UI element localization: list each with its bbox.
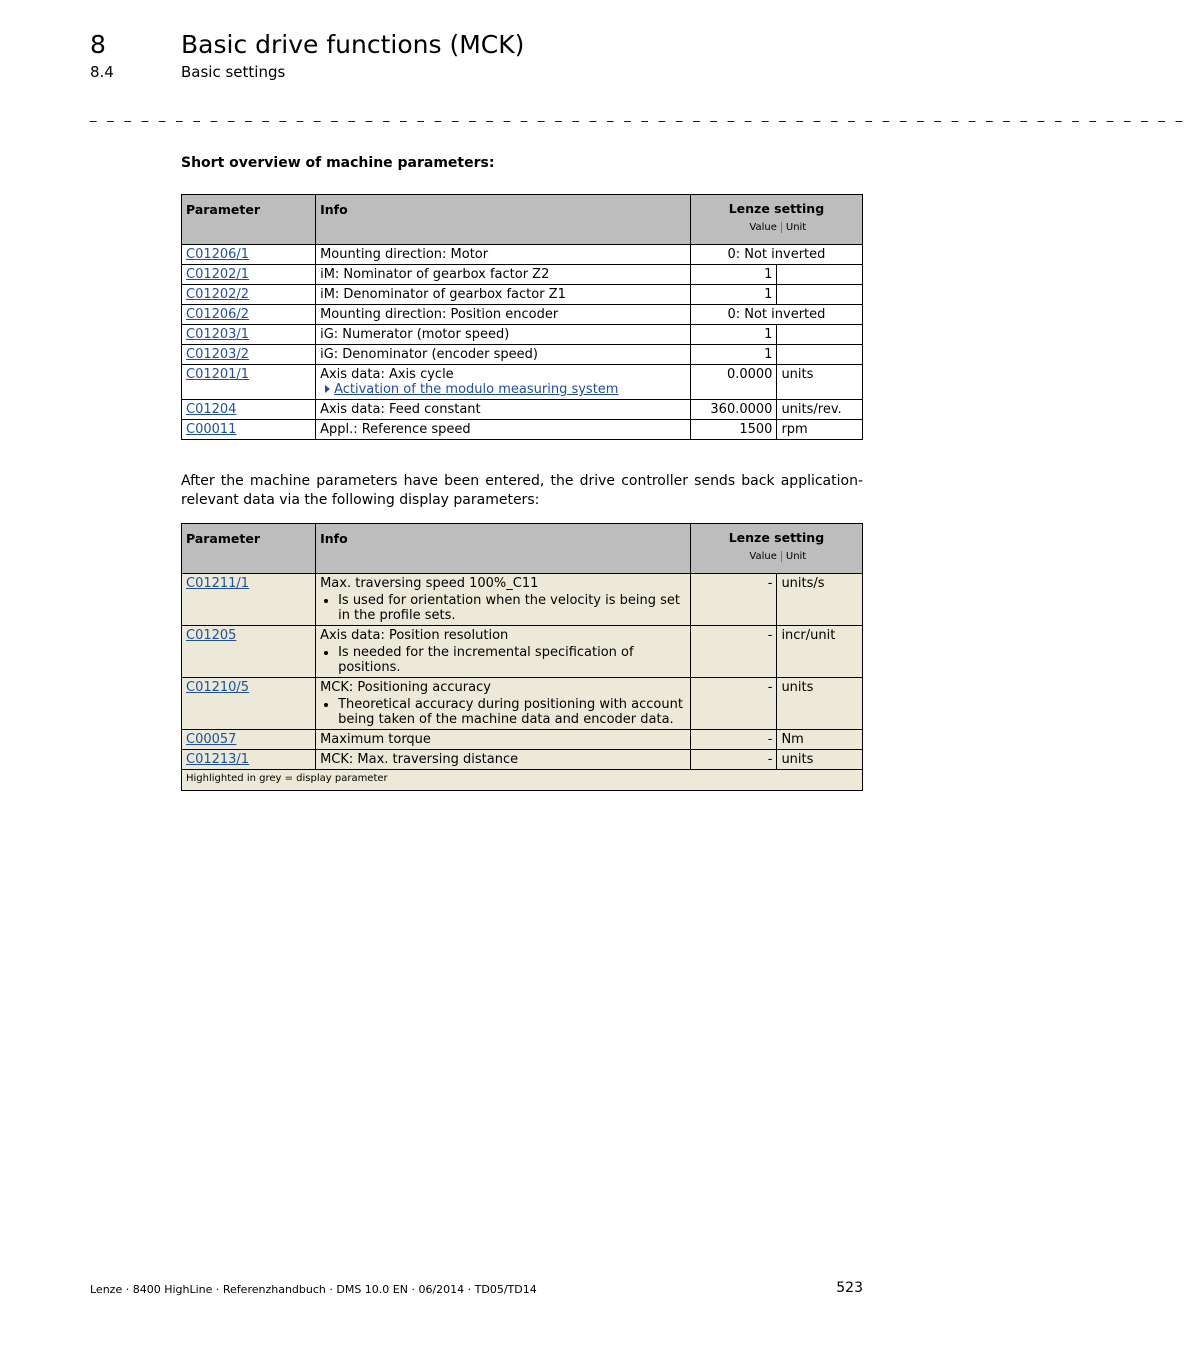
info-text: Axis data: Axis cycle <box>320 367 454 382</box>
info-text: iG: Denominator (encoder speed) <box>320 347 538 362</box>
crossref-link[interactable]: Activation of the modulo measuring system <box>334 382 619 397</box>
info-cell <box>316 626 691 678</box>
header-divider: _ _ _ _ _ _ _ _ _ _ _ _ _ _ _ _ _ _ _ _ _ _ _ _ _ _ _ _ _ _ _ _ _ _ _ _ _ _ _ _ _ _ _ _ _ _ _ _ _ _ _ _ _ _ _ _ _ _ _ _ _ _ _ _ <box>90 108 1185 123</box>
table-row <box>182 245 863 265</box>
info-bullet-list <box>320 697 686 727</box>
table-row <box>182 265 863 285</box>
table-row <box>182 365 863 400</box>
param-link[interactable]: C01202/2 <box>186 287 250 302</box>
info-cell <box>316 325 691 345</box>
param-link[interactable]: C01211/1 <box>186 576 250 591</box>
col-header-value: Value <box>691 222 782 233</box>
param-cell <box>182 305 316 325</box>
param-cell <box>182 365 316 400</box>
value-cell: 1500 <box>690 420 777 440</box>
table-row <box>182 400 863 420</box>
unit-cell <box>777 265 863 285</box>
info-text: Max. traversing speed 100%_C11 <box>320 576 539 591</box>
param-cell <box>182 325 316 345</box>
unit-cell: units <box>777 365 863 400</box>
unit-cell <box>777 325 863 345</box>
info-cell <box>316 305 691 325</box>
info-cell <box>316 420 691 440</box>
unit-cell: rpm <box>777 420 863 440</box>
overview-heading: Short overview of machine parameters: <box>181 155 495 171</box>
param-cell <box>182 678 316 730</box>
table-row <box>182 345 863 365</box>
unit-cell: units/rev. <box>777 400 863 420</box>
chapter-number: 8 <box>90 30 106 59</box>
table-row <box>182 730 863 750</box>
value-cell: 1 <box>690 265 777 285</box>
param-link[interactable]: C01213/1 <box>186 752 250 767</box>
chapter-title: Basic drive functions (MCK) <box>181 30 525 59</box>
col-header-lenze-setting: Lenze setting Value Unit <box>690 524 862 574</box>
param-cell <box>182 245 316 265</box>
table-row <box>182 325 863 345</box>
param-link[interactable]: C00011 <box>186 422 237 437</box>
info-text: Maximum torque <box>320 732 431 747</box>
param-cell <box>182 626 316 678</box>
info-bullet-list <box>320 593 686 623</box>
info-text: Axis data: Position resolution <box>320 628 509 643</box>
value-cell: - <box>690 626 777 678</box>
value-cell: 360.0000 <box>690 400 777 420</box>
param-link[interactable]: C01203/1 <box>186 327 250 342</box>
intro-paragraph: After the machine parameters have been entered, the drive controller sends back application-relevant data via the following display parameters: <box>181 473 863 508</box>
info-text: iM: Denominator of gearbox factor Z1 <box>320 287 566 302</box>
display-parameters-table <box>181 523 863 791</box>
info-bullet: • Is needed for the incremental specification of positions. <box>338 645 686 675</box>
param-cell <box>182 345 316 365</box>
info-text: Axis data: Feed constant <box>320 402 481 417</box>
param-link[interactable]: C01206/2 <box>186 307 250 322</box>
unit-cell <box>777 345 863 365</box>
param-link[interactable]: C01201/1 <box>186 367 250 382</box>
col-header-info: Info <box>316 195 691 245</box>
footer-text: Lenze · 8400 HighLine · Referenzhandbuch · DMS 10.0 EN · 06/2014 · TD05/TD14 <box>90 1283 537 1296</box>
unit-cell <box>777 285 863 305</box>
info-text: iG: Numerator (motor speed) <box>320 327 510 342</box>
value-cell: - <box>690 750 777 770</box>
info-crossref <box>320 382 686 397</box>
info-text: Appl.: Reference speed <box>320 422 471 437</box>
lenze-setting-cell: 0: Not inverted <box>690 305 862 325</box>
machine-parameters-table <box>181 194 863 440</box>
param-link[interactable]: C01205 <box>186 628 237 643</box>
info-text: Mounting direction: Position encoder <box>320 307 559 322</box>
info-cell <box>316 574 691 626</box>
info-cell <box>316 678 691 730</box>
table-row <box>182 750 863 770</box>
info-text: Mounting direction: Motor <box>320 247 489 262</box>
col-header-lenze-setting: Lenze setting Value Unit <box>690 195 862 245</box>
param-cell <box>182 750 316 770</box>
table-row <box>182 678 863 730</box>
info-cell <box>316 265 691 285</box>
param-link[interactable]: C01210/5 <box>186 680 250 695</box>
value-cell: - <box>690 574 777 626</box>
table-row <box>182 420 863 440</box>
col-header-parameter: Parameter <box>182 195 316 245</box>
param-link[interactable]: C01203/2 <box>186 347 250 362</box>
param-link[interactable]: C00057 <box>186 732 237 747</box>
info-bullet-list <box>320 645 686 675</box>
unit-cell: incr/unit <box>777 626 863 678</box>
arrow-right-icon <box>325 385 330 393</box>
value-cell: - <box>690 678 777 730</box>
section-title: Basic settings <box>181 63 286 81</box>
info-cell <box>316 750 691 770</box>
info-bullet: • Is used for orientation when the velocity is being set in the profile sets. <box>338 593 686 623</box>
info-cell <box>316 365 691 400</box>
info-text: MCK: Max. traversing distance <box>320 752 519 767</box>
value-cell: 1 <box>690 345 777 365</box>
param-cell <box>182 730 316 750</box>
table-row <box>182 285 863 305</box>
param-cell <box>182 285 316 305</box>
unit-cell: units <box>777 678 863 730</box>
info-text: iM: Nominator of gearbox factor Z2 <box>320 267 550 282</box>
value-cell: - <box>690 730 777 750</box>
param-cell <box>182 400 316 420</box>
unit-cell: units/s <box>777 574 863 626</box>
value-cell: 1 <box>690 325 777 345</box>
col-header-info: Info <box>316 524 691 574</box>
info-cell <box>316 245 691 265</box>
unit-cell: Nm <box>777 730 863 750</box>
col-header-unit: Unit <box>785 222 807 233</box>
value-cell: 1 <box>690 285 777 305</box>
param-cell <box>182 574 316 626</box>
info-cell <box>316 345 691 365</box>
col-header-parameter: Parameter <box>182 524 316 574</box>
table-row <box>182 574 863 626</box>
value-cell: 0.0000 <box>690 365 777 400</box>
table-footnote: Highlighted in grey = display parameter <box>182 770 863 791</box>
section-number: 8.4 <box>90 63 114 81</box>
info-cell <box>316 400 691 420</box>
param-link[interactable]: C01204 <box>186 402 237 417</box>
info-cell <box>316 285 691 305</box>
param-cell <box>182 420 316 440</box>
info-text: MCK: Positioning accuracy <box>320 680 491 695</box>
col-header-value: Value <box>691 551 782 562</box>
table-row <box>182 305 863 325</box>
param-link[interactable]: C01206/1 <box>186 247 250 262</box>
param-cell <box>182 265 316 285</box>
unit-cell: units <box>777 750 863 770</box>
info-bullet: • Theoretical accuracy during positioning with account being taken of the machine data and encoder data. <box>338 697 686 727</box>
col-header-unit: Unit <box>785 551 807 562</box>
table-row <box>182 626 863 678</box>
info-cell <box>316 730 691 750</box>
lenze-setting-cell: 0: Not inverted <box>690 245 862 265</box>
page-number: 523 <box>836 1280 863 1296</box>
param-link[interactable]: C01202/1 <box>186 267 250 282</box>
